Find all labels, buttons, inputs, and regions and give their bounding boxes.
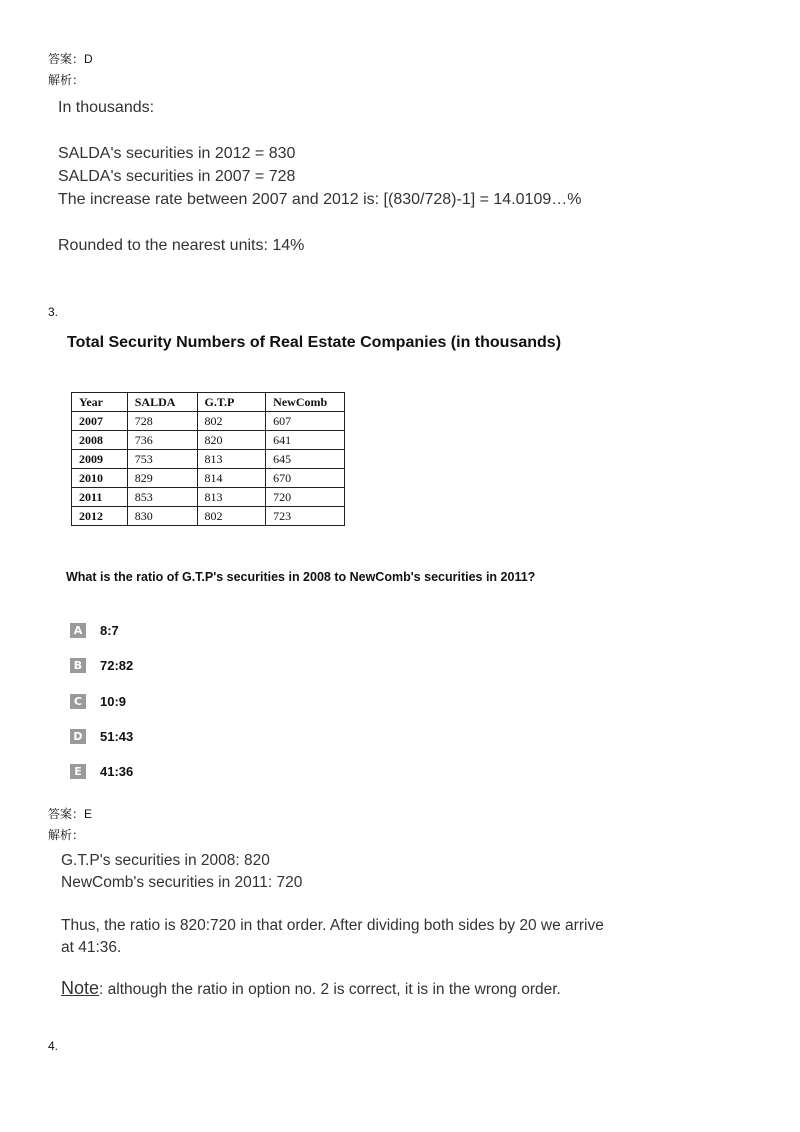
table-title: Total Security Numbers of Real Estate Companies (in thousands) bbox=[67, 334, 562, 351]
cell-newcomb: 645 bbox=[266, 450, 345, 469]
cell-gtp: 802 bbox=[197, 507, 266, 526]
header-newcomb: NewComb bbox=[266, 393, 345, 412]
cell-gtp: 802 bbox=[197, 412, 266, 431]
explanation-line: Thus, the ratio is 820:720 in that order. After dividing both sides by 20 we arrive bbox=[61, 917, 604, 934]
cell-newcomb: 723 bbox=[266, 507, 345, 526]
cell-salda: 853 bbox=[127, 488, 197, 507]
cell-newcomb: 720 bbox=[266, 488, 345, 507]
cell-year: 2008 bbox=[72, 431, 128, 450]
cell-newcomb: 670 bbox=[266, 469, 345, 488]
cell-year: 2010 bbox=[72, 469, 128, 488]
explanation-line: at 41:36. bbox=[61, 939, 122, 956]
option-a[interactable] bbox=[70, 621, 119, 639]
question-number: 3. bbox=[48, 305, 59, 319]
option-text: 10:9 bbox=[100, 693, 127, 709]
cell-gtp: 813 bbox=[197, 488, 266, 507]
header-year: Year bbox=[72, 393, 128, 412]
header-gtp: G.T.P bbox=[197, 393, 266, 412]
question-number: 4. bbox=[48, 1039, 59, 1053]
option-letter-badge: B bbox=[70, 658, 86, 673]
answer-label: 答案：E bbox=[48, 807, 93, 821]
cell-salda: 753 bbox=[127, 450, 197, 469]
note-line bbox=[61, 977, 561, 1001]
cell-year: 2012 bbox=[72, 507, 128, 526]
explanation-line: In thousands: bbox=[58, 99, 155, 116]
cell-salda: 728 bbox=[127, 412, 197, 431]
table-row bbox=[72, 412, 345, 431]
option-text: 51:43 bbox=[100, 728, 134, 744]
option-text: 8:7 bbox=[100, 622, 119, 638]
explanation-line: G.T.P's securities in 2008: 820 bbox=[61, 852, 270, 869]
cell-newcomb: 607 bbox=[266, 412, 345, 431]
explanation-line: NewComb's securities in 2011: 720 bbox=[61, 874, 303, 891]
answer-label: 答案：D bbox=[48, 52, 93, 66]
explanation-line: Rounded to the nearest units: 14% bbox=[58, 237, 305, 254]
option-letter-badge: A bbox=[70, 623, 86, 638]
explanation-line: SALDA's securities in 2012 = 830 bbox=[58, 145, 296, 162]
table-row bbox=[72, 450, 345, 469]
option-letter-badge: E bbox=[70, 764, 86, 779]
cell-newcomb: 641 bbox=[266, 431, 345, 450]
cell-salda: 829 bbox=[127, 469, 197, 488]
option-c[interactable] bbox=[70, 692, 126, 710]
cell-gtp: 820 bbox=[197, 431, 266, 450]
option-b[interactable] bbox=[70, 656, 133, 674]
table-header-row bbox=[72, 393, 345, 412]
option-text: 72:82 bbox=[100, 657, 134, 673]
table-row bbox=[72, 488, 345, 507]
cell-salda: 830 bbox=[127, 507, 197, 526]
option-e[interactable] bbox=[70, 762, 133, 780]
explanation-line: The increase rate between 2007 and 2012 is: [(830/728)-1] = 14.0109…% bbox=[58, 191, 582, 208]
note-text: : although the ratio in option no. 2 is correct, it is in the wrong order. bbox=[99, 981, 561, 998]
question-text: What is the ratio of G.T.P's securities in 2008 to NewComb's securities in 2011? bbox=[66, 570, 536, 584]
cell-year: 2007 bbox=[72, 412, 128, 431]
analysis-label: 解析： bbox=[48, 828, 85, 842]
table-row bbox=[72, 469, 345, 488]
explanation-line: SALDA's securities in 2007 = 728 bbox=[58, 168, 296, 185]
table-row bbox=[72, 507, 345, 526]
cell-year: 2011 bbox=[72, 488, 128, 507]
analysis-label: 解析： bbox=[48, 73, 85, 87]
header-salda: SALDA bbox=[127, 393, 197, 412]
explanation-block bbox=[58, 96, 581, 257]
explanation-block bbox=[61, 850, 604, 959]
option-d[interactable] bbox=[70, 727, 133, 745]
cell-gtp: 814 bbox=[197, 469, 266, 488]
note-word: Note bbox=[61, 978, 100, 998]
cell-salda: 736 bbox=[127, 431, 197, 450]
securities-table bbox=[71, 392, 345, 526]
cell-year: 2009 bbox=[72, 450, 128, 469]
option-letter-badge: C bbox=[70, 694, 86, 709]
cell-gtp: 813 bbox=[197, 450, 266, 469]
table-row bbox=[72, 431, 345, 450]
option-text: 41:36 bbox=[100, 763, 134, 779]
option-letter-badge: D bbox=[70, 729, 86, 744]
